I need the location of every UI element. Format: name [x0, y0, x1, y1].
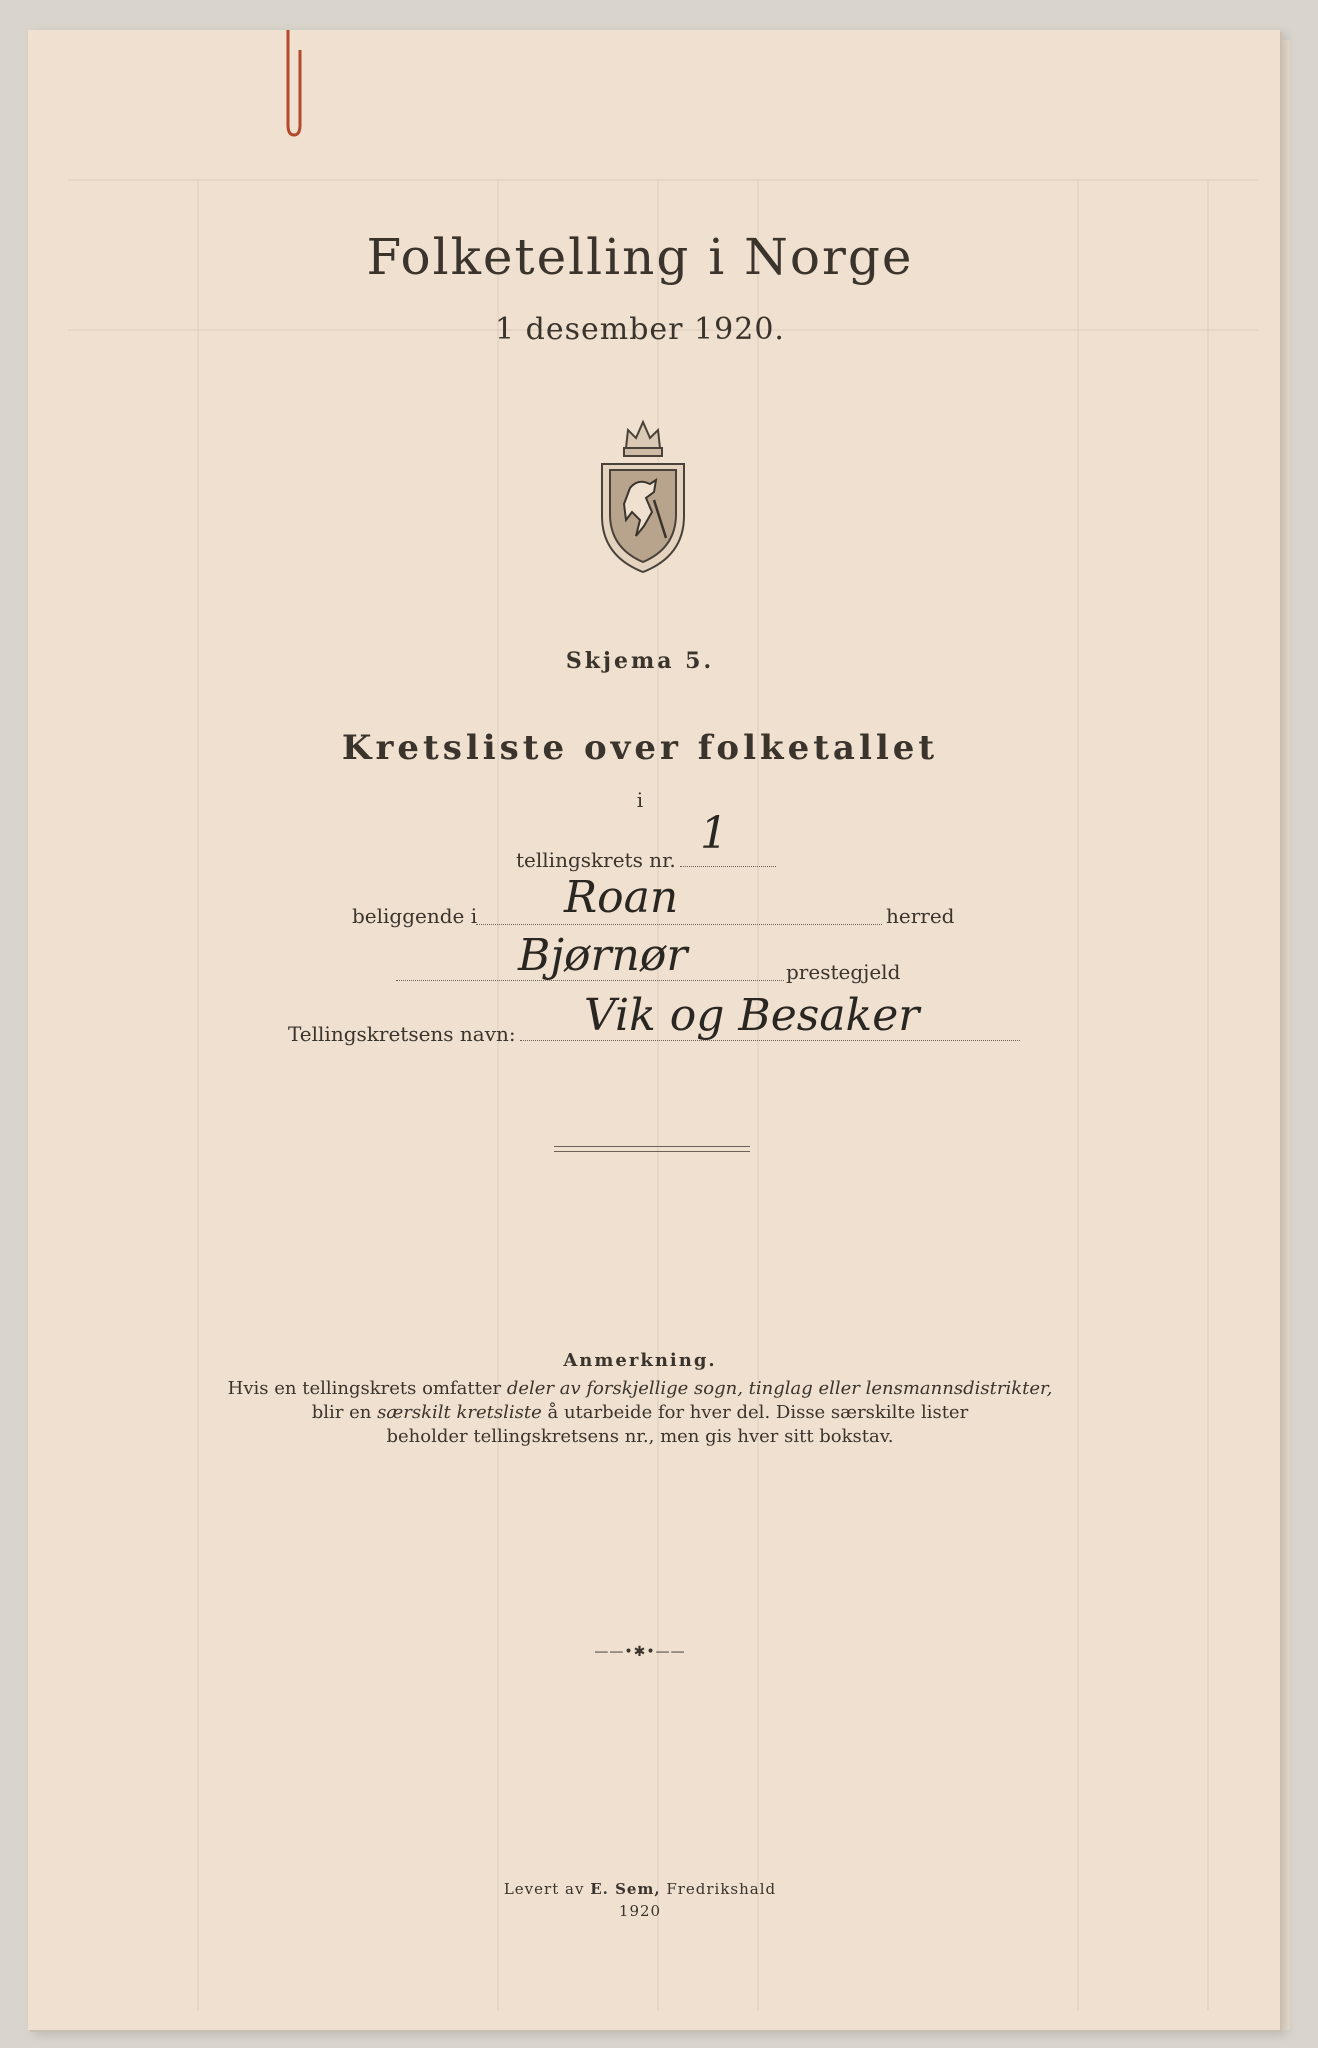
- navn-label: Tellingskretsens navn:: [288, 1022, 516, 1046]
- norwegian-lion-crest-icon: [596, 408, 690, 576]
- printer-city: Fredrikshald: [660, 1880, 777, 1898]
- note-heading: Anmerkning.: [563, 1350, 717, 1371]
- printer-year: 1920: [618, 1902, 662, 1920]
- form-heading: Kretsliste over folketallet: [341, 728, 939, 768]
- beliggende-label: beliggende i: [352, 904, 478, 928]
- paper-clip-icon: [280, 30, 302, 140]
- navn-value: Vik og Besaker: [584, 990, 920, 1041]
- note-italic-text: særskilt kretsliste: [377, 1402, 542, 1423]
- printer-line: [0, 1880, 1280, 1898]
- note-line-2: [0, 1402, 1280, 1423]
- krets-label: tellingskrets nr.: [516, 848, 676, 872]
- double-rule-divider: [554, 1146, 750, 1152]
- prestegjeld-label: prestegjeld: [786, 960, 901, 984]
- ornament-divider: ——•✱•——: [594, 1644, 686, 1660]
- prestegjeld-value: Bjørnør: [518, 930, 688, 981]
- note-text: Hvis en tellingskrets omfatter: [227, 1378, 507, 1399]
- note-line-3: beholder tellingskretsens nr., men gis hver sitt bokstav.: [386, 1426, 894, 1447]
- note-italic-text: deler av forskjellige sogn, tinglag eller lensmannsdistrikter,: [506, 1378, 1053, 1399]
- krets-value: 1: [700, 808, 728, 859]
- census-date: 1 desember 1920.: [495, 312, 785, 347]
- herred-dotline: [476, 924, 882, 925]
- printer-text: Levert av: [503, 1880, 591, 1898]
- form-title: Folketelling i Norge: [366, 228, 914, 286]
- note-text: blir en: [311, 1402, 378, 1423]
- note-line-1: [0, 1378, 1280, 1399]
- krets-dotline: [680, 866, 776, 867]
- schema-number: Skjema 5.: [565, 648, 715, 674]
- herred-label: herred: [886, 904, 955, 928]
- preposition-i: i: [636, 788, 644, 812]
- note-text: å utarbeide for hver del. Disse særskilte lister: [541, 1402, 969, 1423]
- printer-name: E. Sem,: [590, 1880, 661, 1898]
- herred-value: Roan: [564, 872, 679, 923]
